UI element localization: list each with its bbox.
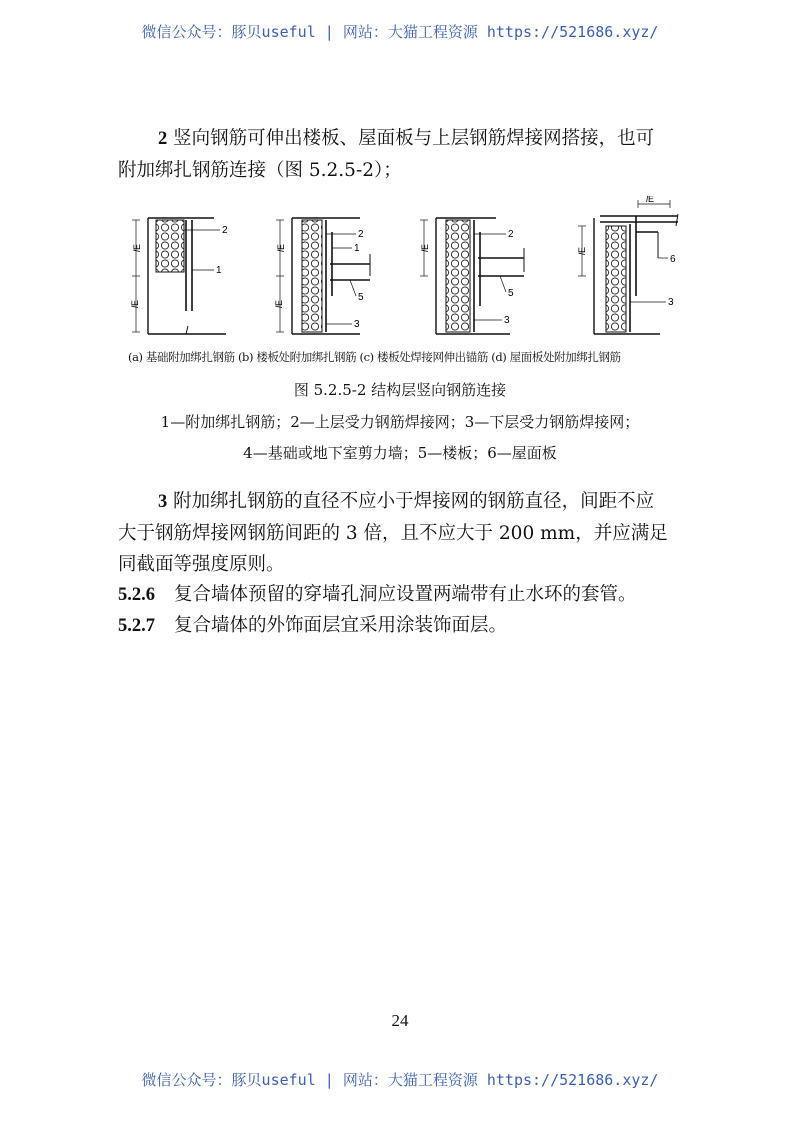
dim-label-a1: l — [132, 250, 142, 252]
page-number: 24 — [391, 1011, 409, 1030]
diagram-a — [130, 218, 228, 334]
subcaption-d: (d) 屋面板处附加绑扎钢筋 — [491, 350, 621, 364]
watermark-bottom: 微信公众号：豚贝useful | 网站：大猫工程资源 https://521686.xyz/ — [141, 1071, 659, 1089]
figure-legend-line-1: 1—附加绑扎钢筋；2—上层受力钢筋焊接网；3—下层受力钢筋焊接网； — [160, 413, 640, 431]
callout-d-3: 3 — [668, 297, 674, 308]
diagram-c — [420, 218, 524, 334]
callout-c-3: 3 — [504, 315, 510, 326]
dim-suffix-d1: E — [577, 246, 587, 253]
svg-text:lE — [577, 247, 587, 255]
callout-c-5: 5 — [508, 288, 514, 299]
clause-text: 复合墙体预留的穿墙孔洞应设置两端带有止水环的套管。 — [174, 584, 637, 605]
item-3-line-3: 同截面等强度原则。 — [118, 554, 285, 575]
figure-title: 图 5.2.5-2 结构层竖向钢筋连接 — [293, 381, 507, 399]
dim-label-b1: l — [276, 250, 286, 252]
dim-suffix-b2: E — [274, 299, 284, 306]
item-3-number: 3 — [158, 492, 168, 512]
watermark-top: 微信公众号：豚贝useful | 网站：大猫工程资源 https://521686.xyz/ — [141, 23, 659, 41]
svg-text:lE — [420, 244, 430, 252]
svg-text:lE — [132, 244, 142, 252]
item-2-line-1: 竖向钢筋可伸出楼板、屋面板与上层钢筋焊接网搭接，也可 — [173, 128, 655, 149]
subcaption-a: (a) 基础附加绑扎钢筋 — [128, 350, 235, 364]
figure-5-2-5-2 — [130, 196, 690, 342]
clause-text: 复合墙体的外饰面层宜采用涂装饰面层。 — [174, 615, 508, 636]
dim-suffix-b1: E — [276, 243, 286, 250]
clause-number: 5.2.7 — [118, 616, 155, 636]
svg-text:lE — [646, 196, 654, 204]
svg-text:lE — [276, 244, 286, 252]
dim-suffix-d2: E — [648, 196, 655, 204]
callout-b-1: 1 — [354, 243, 360, 254]
callout-c-2: 2 — [508, 229, 514, 240]
diagram-d — [577, 196, 678, 334]
callout-a-1: 1 — [216, 265, 222, 276]
svg-text:lE — [274, 300, 284, 308]
item-3-line-2: 大于钢筋焊接网钢筋间距的 3 倍，且不应大于 200 mm，并应满足 — [118, 523, 668, 544]
diagram-b — [274, 218, 370, 334]
dim-suffix-a1: E — [132, 243, 142, 250]
item-2-line-2: 附加绑扎钢筋连接（图 5.2.5-2）； — [118, 160, 402, 181]
dim-suffix-a2: E — [130, 299, 140, 306]
dim-label-b2: l — [274, 306, 284, 308]
item-3-line-1: 附加绑扎钢筋的直径不应小于焊接网的钢筋直径，间距不应 — [173, 491, 655, 512]
dim-label-c1: l — [420, 250, 430, 252]
subcaption-b: (b) 楼板处附加绑扎钢筋 — [237, 350, 357, 364]
clause-number: 5.2.6 — [118, 585, 155, 605]
callout-a-2: 2 — [222, 225, 228, 236]
item-2-paragraph — [118, 123, 686, 186]
dim-suffix-c1: E — [420, 243, 430, 250]
figure-legend-line-2: 4—基础或地下室剪力墙；5—楼板；6—屋面板 — [243, 444, 557, 462]
clause-5-2-7 — [118, 610, 698, 642]
callout-b-5: 5 — [358, 292, 364, 303]
clause-5-2-6 — [118, 579, 698, 611]
figure-subcaptions — [128, 349, 688, 365]
subcaption-c: (c) 楼板处焊接网伸出锚筋 — [359, 350, 488, 364]
callout-b-3: 3 — [354, 319, 360, 330]
dim-label-d1: l — [577, 253, 587, 255]
dim-label-a2: l — [130, 306, 140, 308]
dim-label-d2: l — [646, 196, 648, 204]
svg-text:lE — [130, 300, 140, 308]
item-3-paragraph — [118, 486, 686, 580]
callout-d-6: 6 — [670, 254, 676, 265]
item-2-number: 2 — [158, 129, 168, 149]
callout-b-2: 2 — [358, 229, 364, 240]
